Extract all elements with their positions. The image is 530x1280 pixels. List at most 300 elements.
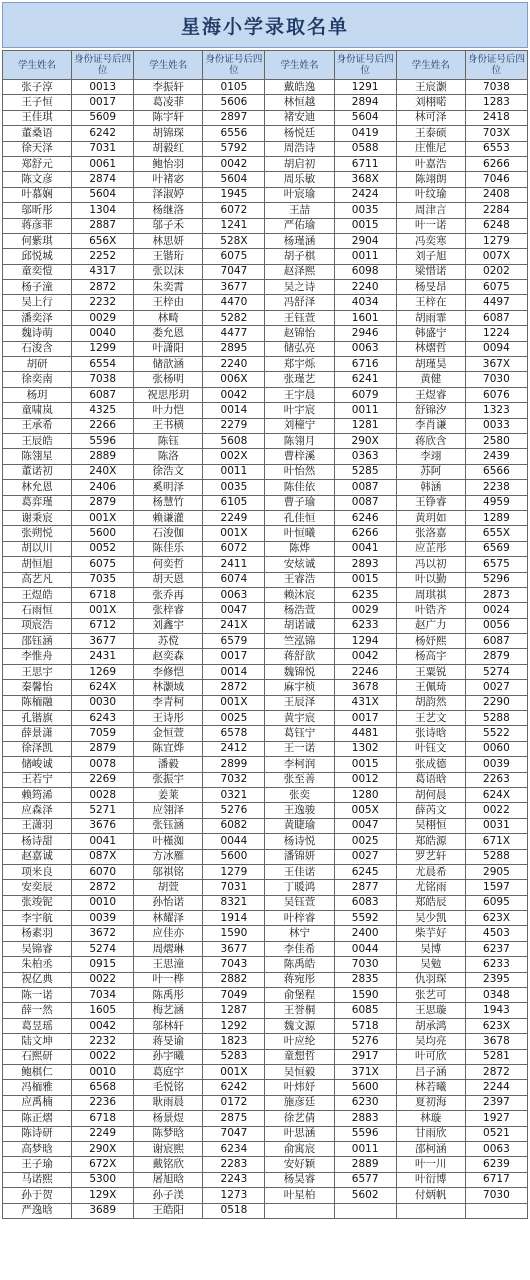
student-name-cell: 吴栩恒 (396, 818, 465, 833)
student-name-cell: 郑皓源 (396, 834, 465, 849)
student-name-cell: 胡启初 (265, 156, 334, 171)
id-last4-cell: 2895 (203, 341, 265, 356)
header-id-3: 身份证号后四位 (334, 51, 396, 80)
student-name-cell: 徐泽凯 (3, 741, 72, 756)
header-id-1: 身份证号后四位 (72, 51, 134, 80)
id-last4-cell: 2887 (72, 218, 134, 233)
id-last4-cell: 0010 (72, 895, 134, 910)
id-last4-cell: 0363 (334, 449, 396, 464)
student-name-cell (265, 1203, 334, 1218)
id-last4-cell: 2243 (203, 1172, 265, 1187)
id-last4-cell: 6712 (72, 618, 134, 633)
id-last4-cell: 7030 (465, 372, 527, 387)
id-last4-cell: 2244 (465, 1080, 527, 1095)
student-name-cell: 杨旻昂 (396, 280, 465, 295)
id-last4-cell: 0044 (203, 834, 265, 849)
id-last4-cell: 3672 (72, 926, 134, 941)
student-name-cell: 俞寓宸 (265, 1141, 334, 1156)
student-name-cell: 李惟舟 (3, 649, 72, 664)
table-row (3, 957, 528, 972)
table-row (3, 1203, 528, 1218)
id-last4-cell: 0017 (334, 711, 396, 726)
student-name-cell: 叶应纶 (265, 1034, 334, 1049)
student-name-cell: 石浚伽 (134, 526, 203, 541)
student-name-cell: 鲍棋仁 (3, 1065, 72, 1080)
student-name-cell: 张以沫 (134, 264, 203, 279)
table-row (3, 941, 528, 956)
student-name-cell: 胡以川 (3, 541, 72, 556)
table-row (3, 464, 528, 479)
id-last4-cell: 2412 (203, 741, 265, 756)
table-row (3, 587, 528, 602)
id-last4-cell: 240X (72, 464, 134, 479)
id-last4-cell: 0060 (465, 741, 527, 756)
id-last4-cell: 2874 (72, 172, 134, 187)
id-last4-cell: 6266 (334, 526, 396, 541)
student-name-cell: 李柯润 (265, 757, 334, 772)
id-last4-cell: 6246 (334, 510, 396, 525)
id-last4-cell: 1590 (334, 988, 396, 1003)
id-last4-cell: 7046 (465, 172, 527, 187)
id-last4-cell: 5609 (72, 110, 134, 125)
id-last4-cell: 671X (465, 834, 527, 849)
id-last4-cell: 0063 (465, 1141, 527, 1156)
id-last4-cell: 6076 (465, 387, 527, 402)
student-name-cell: 张洛嘉 (396, 526, 465, 541)
table-row (3, 757, 528, 772)
id-last4-cell: 007X (465, 249, 527, 264)
id-last4-cell: 6579 (203, 634, 265, 649)
student-name-cell: 魏诗萌 (3, 326, 72, 341)
student-name-cell: 吴恒毅 (265, 1065, 334, 1080)
id-last4-cell: 0915 (72, 957, 134, 972)
student-name-cell: 刘鑫宇 (134, 618, 203, 633)
id-last4-cell: 6079 (334, 387, 396, 402)
table-row (3, 295, 528, 310)
table-row (3, 203, 528, 218)
student-name-cell: 林灏域 (134, 680, 203, 695)
id-last4-cell: 4959 (465, 495, 527, 510)
id-last4-cell: 2232 (72, 1034, 134, 1049)
student-name-cell: 林允恩 (3, 480, 72, 495)
id-last4-cell: 2406 (72, 480, 134, 495)
id-last4-cell: 6556 (203, 126, 265, 141)
student-name-cell: 叶纹瑜 (396, 187, 465, 202)
table-row (3, 803, 528, 818)
id-last4-cell: 2283 (203, 1157, 265, 1172)
id-last4-cell: 2889 (334, 1157, 396, 1172)
student-name-cell: 童奕愷 (3, 264, 72, 279)
student-name-cell: 董桑语 (3, 126, 72, 141)
student-name-cell: 吴少凯 (396, 911, 465, 926)
id-last4-cell: 3678 (465, 1034, 527, 1049)
id-last4-cell: 5600 (334, 1080, 396, 1095)
id-last4-cell: 7030 (334, 957, 396, 972)
student-name-cell: 赖沐宸 (265, 587, 334, 602)
student-name-cell: 孔佳恒 (265, 510, 334, 525)
id-last4-cell: 006X (203, 372, 265, 387)
table-row (3, 603, 528, 618)
student-name-cell: 林璇 (396, 1111, 465, 1126)
student-name-cell: 祝思彤玥 (134, 387, 203, 402)
table-row (3, 95, 528, 110)
id-last4-cell: 2879 (465, 649, 527, 664)
table-row (3, 634, 528, 649)
student-name-cell: 葛凌菲 (134, 95, 203, 110)
id-last4-cell: 4034 (334, 295, 396, 310)
student-name-cell: 叶锆齐 (396, 603, 465, 618)
id-last4-cell: 0172 (203, 1095, 265, 1110)
student-name-cell: 应森泽 (3, 803, 72, 818)
id-last4-cell: 3677 (203, 280, 265, 295)
student-name-cell: 陈一诺 (3, 988, 72, 1003)
id-last4-cell: 1914 (203, 911, 265, 926)
table-row (3, 557, 528, 572)
student-name-cell: 魏文源 (265, 1018, 334, 1033)
id-last4-cell: 1292 (203, 1018, 265, 1033)
student-name-cell: 王喆 (265, 203, 334, 218)
id-last4-cell: 6072 (203, 203, 265, 218)
student-name-cell: 韩涵 (396, 480, 465, 495)
id-last4-cell: 2875 (203, 1111, 265, 1126)
id-last4-cell: 2269 (72, 772, 134, 787)
student-name-cell: 王辰泽 (265, 695, 334, 710)
student-name-cell: 储歆涵 (134, 357, 203, 372)
student-name-cell: 葛昱瑶 (3, 1018, 72, 1033)
id-last4-cell: 0030 (72, 695, 134, 710)
id-last4-cell: 6248 (465, 218, 527, 233)
table-row (3, 1049, 528, 1064)
student-name-cell: 张杨明 (134, 372, 203, 387)
id-last4-cell: 0011 (334, 249, 396, 264)
student-name-cell: 杨玥 (3, 387, 72, 402)
student-name-cell: 周熠琳 (134, 941, 203, 956)
id-last4-cell: 0044 (334, 941, 396, 956)
id-last4-cell: 001X (203, 526, 265, 541)
id-last4-cell: 6087 (465, 310, 527, 325)
student-name-cell: 褚安迪 (265, 110, 334, 125)
student-name-cell: 叶力恺 (134, 403, 203, 418)
header-name-1: 学生姓名 (3, 51, 72, 80)
table-row (3, 664, 528, 679)
student-name-cell: 黄睫瑜 (265, 818, 334, 833)
id-last4-cell: 241X (203, 618, 265, 633)
id-last4-cell: 6242 (72, 126, 134, 141)
student-name-cell: 陈钰 (134, 433, 203, 448)
id-last4-cell: 2580 (465, 433, 527, 448)
id-last4-cell: 6070 (72, 864, 134, 879)
student-name-cell: 胡研 (3, 357, 72, 372)
table-row (3, 187, 528, 202)
table-row (3, 156, 528, 171)
student-name-cell: 葛弈瑾 (3, 495, 72, 510)
id-last4-cell (334, 1203, 396, 1218)
student-name-cell: 王锴珩 (134, 249, 203, 264)
id-last4-cell: 431X (334, 695, 396, 710)
student-name-cell: 屠旭晗 (134, 1172, 203, 1187)
student-name-cell: 胡瑾昊 (396, 357, 465, 372)
student-name-cell: 叶以勤 (396, 572, 465, 587)
id-last4-cell: 1323 (465, 403, 527, 418)
student-name-cell: 庄惟尼 (396, 141, 465, 156)
id-last4-cell: 6082 (203, 818, 265, 833)
id-last4-cell: 6569 (465, 541, 527, 556)
id-last4-cell: 0047 (334, 818, 396, 833)
student-name-cell: 徐天泽 (3, 141, 72, 156)
student-name-cell: 耿雨晨 (134, 1095, 203, 1110)
student-name-cell: 杨妤熙 (396, 634, 465, 649)
student-name-cell: 叶一诺 (396, 218, 465, 233)
id-last4-cell: 0015 (334, 757, 396, 772)
id-last4-cell: 0042 (72, 1018, 134, 1033)
student-name-cell: 苏傥 (134, 634, 203, 649)
student-name-cell: 秦馨怡 (3, 680, 72, 695)
table-row (3, 310, 528, 325)
student-name-cell: 张梓睿 (134, 603, 203, 618)
student-name-cell: 王睿浩 (265, 572, 334, 587)
id-last4-cell: 2240 (334, 280, 396, 295)
id-last4-cell: 0087 (334, 480, 396, 495)
student-name-cell: 应禹楠 (3, 1095, 72, 1110)
id-last4-cell: 2872 (72, 880, 134, 895)
student-name-cell: 谢秉宸 (3, 510, 72, 525)
id-last4-cell: 0013 (72, 80, 134, 95)
student-name-cell: 杨诗悦 (265, 834, 334, 849)
student-name-cell: 仇羽琛 (396, 972, 465, 987)
student-name-cell: 王艺文 (396, 711, 465, 726)
table-row (3, 926, 528, 941)
student-name-cell: 梅艺涵 (134, 1003, 203, 1018)
table-row (3, 80, 528, 95)
student-name-cell: 陈栭融 (3, 695, 72, 710)
student-name-cell: 杨浩萱 (265, 603, 334, 618)
student-name-cell: 胡韵然 (396, 695, 465, 710)
id-last4-cell: 6233 (465, 957, 527, 972)
id-last4-cell: 5596 (72, 433, 134, 448)
student-name-cell: 张乔再 (134, 587, 203, 602)
id-last4-cell: 5288 (465, 849, 527, 864)
student-name-cell: 朱柏丞 (3, 957, 72, 972)
id-last4-cell: 0010 (72, 1065, 134, 1080)
id-last4-cell: 2395 (465, 972, 527, 987)
student-name-cell: 高梦晗 (3, 1141, 72, 1156)
id-last4-cell: 6074 (203, 572, 265, 587)
id-last4-cell: 2889 (72, 449, 134, 464)
student-name-cell: 陈宇轩 (134, 110, 203, 125)
student-name-cell: 王佳诺 (265, 864, 334, 879)
id-last4-cell: 0041 (72, 834, 134, 849)
student-name-cell: 林若曦 (396, 1080, 465, 1095)
id-last4-cell: 7047 (203, 1126, 265, 1141)
student-name-cell: 赵广力 (396, 618, 465, 633)
id-last4-cell: 0105 (203, 80, 265, 95)
id-last4-cell: 0017 (203, 649, 265, 664)
student-name-cell: 薛一然 (3, 1003, 72, 1018)
id-last4-cell: 7038 (465, 80, 527, 95)
table-row (3, 1111, 528, 1126)
id-last4-cell: 0027 (334, 849, 396, 864)
student-name-cell: 林畸 (134, 310, 203, 325)
id-last4-cell: 6075 (203, 249, 265, 264)
id-last4-cell: 5602 (334, 1188, 396, 1203)
id-last4-cell: 0022 (72, 972, 134, 987)
student-name-cell: 胡萱 (134, 880, 203, 895)
table-row (3, 526, 528, 541)
student-name-cell: 林思妍 (134, 233, 203, 248)
student-name-cell: 冯以初 (396, 557, 465, 572)
id-last4-cell: 2872 (203, 680, 265, 695)
student-name-cell: 叶一桦 (134, 972, 203, 987)
student-name-cell: 储峻诚 (3, 757, 72, 772)
id-last4-cell: 5522 (465, 726, 527, 741)
student-name-cell: 奚明泽 (134, 480, 203, 495)
id-last4-cell: 1927 (465, 1111, 527, 1126)
id-last4-cell: 1291 (334, 80, 396, 95)
table-row (3, 403, 528, 418)
id-last4-cell: 0029 (72, 310, 134, 325)
id-last4-cell: 371X (334, 1065, 396, 1080)
student-name-cell: 胡子棋 (265, 249, 334, 264)
student-name-cell: 陈洛 (134, 449, 203, 464)
student-name-cell: 陆文坤 (3, 1034, 72, 1049)
id-last4-cell: 6075 (72, 557, 134, 572)
student-name-cell: 冯奕寒 (396, 233, 465, 248)
student-name-cell: 甘雨欣 (396, 1126, 465, 1141)
student-name-cell: 胡诺诚 (265, 618, 334, 633)
student-name-cell: 杨继洛 (134, 203, 203, 218)
student-name-cell: 胡何晨 (396, 787, 465, 802)
student-name-cell: 周琪祺 (396, 587, 465, 602)
student-name-cell: 尤铭雨 (396, 880, 465, 895)
id-last4-cell: 2872 (72, 280, 134, 295)
id-last4-cell: 368X (334, 172, 396, 187)
student-name-cell: 罗艺轩 (396, 849, 465, 864)
student-name-cell: 徐浩文 (134, 464, 203, 479)
table-row (3, 280, 528, 295)
header-id-2: 身份证号后四位 (203, 51, 265, 80)
id-last4-cell: 0588 (334, 141, 396, 156)
id-last4-cell: 4470 (203, 295, 265, 310)
id-last4-cell: 2290 (465, 695, 527, 710)
id-last4-cell: 7031 (72, 141, 134, 156)
table-row (3, 787, 528, 802)
table-row (3, 1141, 528, 1156)
student-name-cell: 邱悦城 (3, 249, 72, 264)
id-last4-cell: 2408 (465, 187, 527, 202)
id-last4-cell: 0040 (72, 326, 134, 341)
student-name-cell: 王粟锐 (396, 664, 465, 679)
student-name-cell: 杨诗甜 (3, 834, 72, 849)
id-last4-cell: 6245 (334, 864, 396, 879)
id-last4-cell: 4503 (465, 926, 527, 941)
student-name-cell: 陈文彦 (3, 172, 72, 187)
id-last4-cell: 6711 (334, 156, 396, 171)
student-name-cell: 吕子涵 (396, 1065, 465, 1080)
student-name-cell: 林熠哲 (396, 341, 465, 356)
student-name-cell: 王若宁 (3, 772, 72, 787)
id-last4-cell: 6718 (72, 587, 134, 602)
student-name-cell: 王思璇 (396, 1003, 465, 1018)
id-last4-cell: 6716 (334, 357, 396, 372)
student-name-cell: 安奕辰 (3, 880, 72, 895)
student-name-cell: 应翎泽 (134, 803, 203, 818)
id-last4-cell: 0025 (334, 834, 396, 849)
table-row (3, 1095, 528, 1110)
id-last4-cell: 0042 (203, 387, 265, 402)
table-row (3, 1188, 528, 1203)
id-last4-cell (465, 1203, 527, 1218)
student-name-cell: 叶思涵 (265, 1126, 334, 1141)
id-last4-cell: 2411 (203, 557, 265, 572)
id-last4-cell: 1823 (203, 1034, 265, 1049)
table-row (3, 387, 528, 402)
id-last4-cell: 6233 (334, 618, 396, 633)
id-last4-cell: 2879 (72, 495, 134, 510)
student-name-cell: 胡锦琛 (134, 126, 203, 141)
student-name-cell: 陈禹皓 (265, 957, 334, 972)
student-name-cell: 赖筠浠 (3, 787, 72, 802)
student-name-cell: 储弘亮 (265, 341, 334, 356)
table-row (3, 172, 528, 187)
id-last4-cell: 7035 (72, 572, 134, 587)
student-name-cell: 王煜睿 (396, 387, 465, 402)
student-name-cell: 杨素羽 (3, 926, 72, 941)
id-last4-cell: 6237 (465, 941, 527, 956)
id-last4-cell: 1241 (203, 218, 265, 233)
id-last4-cell: 1269 (72, 664, 134, 679)
student-name-cell: 陈禹彤 (134, 988, 203, 1003)
id-last4-cell: 2835 (334, 972, 396, 987)
student-name-cell: 王书横 (134, 418, 203, 433)
table-row (3, 1126, 528, 1141)
student-name-cell: 应佳亦 (134, 926, 203, 941)
student-name-cell: 王承希 (3, 418, 72, 433)
student-name-cell: 徐艺倩 (265, 1111, 334, 1126)
student-name-cell: 麻宇桢 (265, 680, 334, 695)
student-name-cell: 潘奕泽 (3, 310, 72, 325)
id-last4-cell: 0052 (72, 541, 134, 556)
student-name-cell: 祝亿典 (3, 972, 72, 987)
id-last4-cell: 0035 (334, 203, 396, 218)
id-last4-cell: 0011 (334, 1141, 396, 1156)
id-last4-cell: 1590 (203, 926, 265, 941)
student-name-cell: 吴锦睿 (3, 941, 72, 956)
student-name-cell: 叶嘉浩 (396, 156, 465, 171)
student-name-cell: 孙子渼 (134, 1188, 203, 1203)
student-name-cell: 施彦廷 (265, 1095, 334, 1110)
student-name-cell: 石浚含 (3, 341, 72, 356)
id-last4-cell: 2232 (72, 295, 134, 310)
id-last4-cell: 0518 (203, 1203, 265, 1218)
id-last4-cell: 6085 (334, 1003, 396, 1018)
student-name-cell: 王思潼 (134, 957, 203, 972)
student-name-cell: 张钰涵 (134, 818, 203, 833)
id-last4-cell: 0015 (334, 218, 396, 233)
student-name-cell: 王佳琪 (3, 110, 72, 125)
id-last4-cell: 2252 (72, 249, 134, 264)
id-last4-cell: 1281 (334, 418, 396, 433)
student-name-cell: 郑皓辰 (396, 895, 465, 910)
id-last4-cell: 2431 (72, 649, 134, 664)
student-name-cell: 鲍怡羽 (134, 156, 203, 171)
student-name-cell: 杨子潼 (3, 280, 72, 295)
id-last4-cell: 6072 (203, 541, 265, 556)
student-name-cell: 戴铭欣 (134, 1157, 203, 1172)
id-last4-cell: 3677 (203, 941, 265, 956)
student-name-cell (396, 1203, 465, 1218)
student-name-cell: 王梓由 (134, 295, 203, 310)
id-last4-cell: 1601 (334, 310, 396, 325)
